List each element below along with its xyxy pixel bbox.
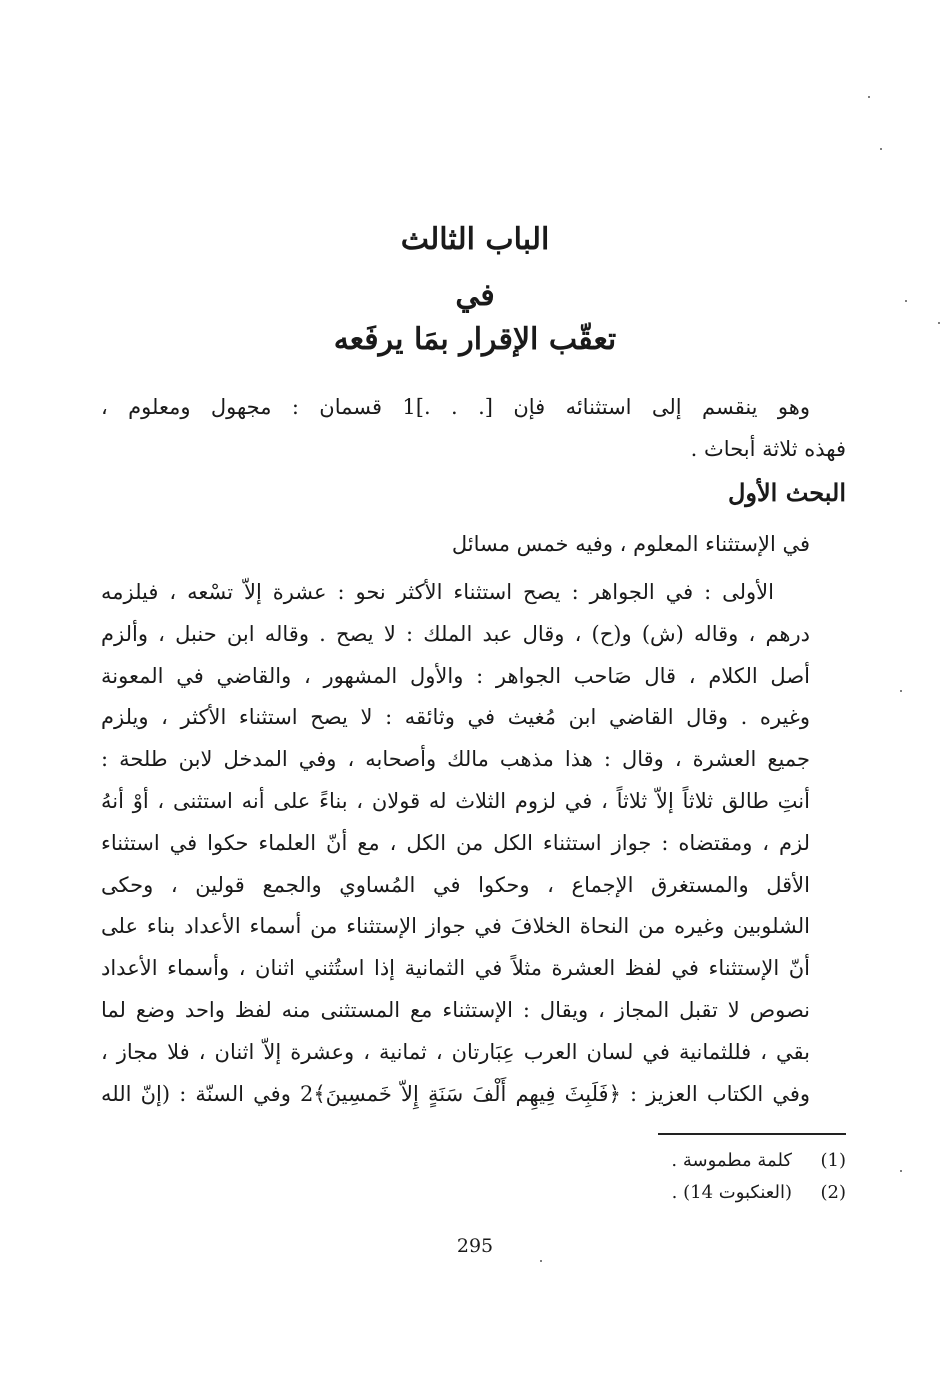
footnote-2 <box>672 1182 846 1203</box>
scan-speck <box>868 96 870 98</box>
intro-paragraph <box>101 386 846 470</box>
body-line: الشلوبين وغيره من النحاة الخلافَ في جواز الإستثناء من أسماء الأعداد بناء على <box>101 914 810 939</box>
footnote-divider <box>658 1133 846 1135</box>
intro-line-1: وهو ينقسم إلى استثنائه فإن [. . .]1 قسمان : مجهول ومعلوم ، <box>101 395 810 419</box>
intro-line-2: فهذه ثلاثة أبحاث . <box>690 436 846 461</box>
chapter-title: الباب الثالث <box>400 222 550 257</box>
body-line: أنتِ طالق ثلاثاً إلاّ ثلاثاً ، في لزوم الثلاث له قولان ، بناءً على أنه استثنى ، أوْ أنهُ <box>101 788 810 813</box>
body-line: أنّ الإستثناء في لفظ العشرة مثلاً في الثمانية إذا استُثني اثنان ، وأسماء الأعداد <box>101 956 810 981</box>
scan-speck <box>880 148 882 150</box>
body-line: الأولى : في الجواهر : يصح استثناء الأكثر نحو : عشرة إلاّ تسْعه ، فيلزمه <box>101 580 774 604</box>
footnote-number: (2) <box>820 1182 846 1203</box>
scan-speck <box>905 300 907 302</box>
body-line: وفي الكتاب العزيز : ﴿فَلَبِثَ فِيهِم أَلْفَ سَنَةٍ إِلاّ خَمسِينَ﴾2 وفي السنّة : (إنّ الله <box>101 1081 810 1106</box>
footnote-text: (العنكبوت 14) . <box>671 1182 792 1203</box>
body-line: درهم ، وقاله (ش) و(ح) ، وقال عبد الملك : لا يصح . وقاله ابن حنبل ، وألزم <box>101 621 810 646</box>
footnote-number: (1) <box>820 1150 846 1171</box>
page-number: 295 <box>456 1235 494 1257</box>
scan-speck <box>540 1260 542 1262</box>
body-line: الأقل والمستغرق الإجماع ، وحكوا في المُساوي والجمع قولين ، وحكى <box>101 872 810 897</box>
footnote-text: كلمة مطموسة . <box>671 1150 792 1171</box>
scan-speck <box>900 690 902 692</box>
body-line: لزم ، ومقتضاه : جواز استثناء الكل من الكل ، مع أنّ العلماء حكوا في استثناء <box>101 830 811 855</box>
body-line: جميع العشرة ، وقال : هذا مذهب مالك وأصحابه ، وفي المدخل لابن طلحة : <box>101 747 810 772</box>
body-paragraph <box>101 572 846 1115</box>
body-line: وغيره . وقال القاضي ابن مُغيث في وثائقه : لا يصح استثناء الأكثر ، ويلزم <box>101 705 810 730</box>
body-line: أصل الكلام ، قال صَاحب الجواهر : والأول المشهور ، والقاضي في المعونة <box>101 663 810 688</box>
scan-speck <box>900 1170 902 1172</box>
section-subtitle: في الإستثناء المعلوم ، وفيه خمس مسائل <box>451 532 810 556</box>
body-line: نصوص لا تقبل المجاز ، ويقال : الإستثناء مع المستثنى منه لفظ واحد وضع لما <box>101 997 810 1022</box>
section-heading: البحث الأول <box>727 478 846 507</box>
body-line: بقي ، فللثمانية في لسان العرب عِبَارتان ، ثمانية ، وعشرة إلاّ اثنان ، فلا مجاز ، <box>101 1039 810 1064</box>
chapter-in: في <box>455 278 495 313</box>
chapter-subject: تعقّب الإقرار بمَا يرفَعه <box>333 322 617 357</box>
footnote-1 <box>671 1150 846 1171</box>
scan-speck <box>938 322 940 324</box>
